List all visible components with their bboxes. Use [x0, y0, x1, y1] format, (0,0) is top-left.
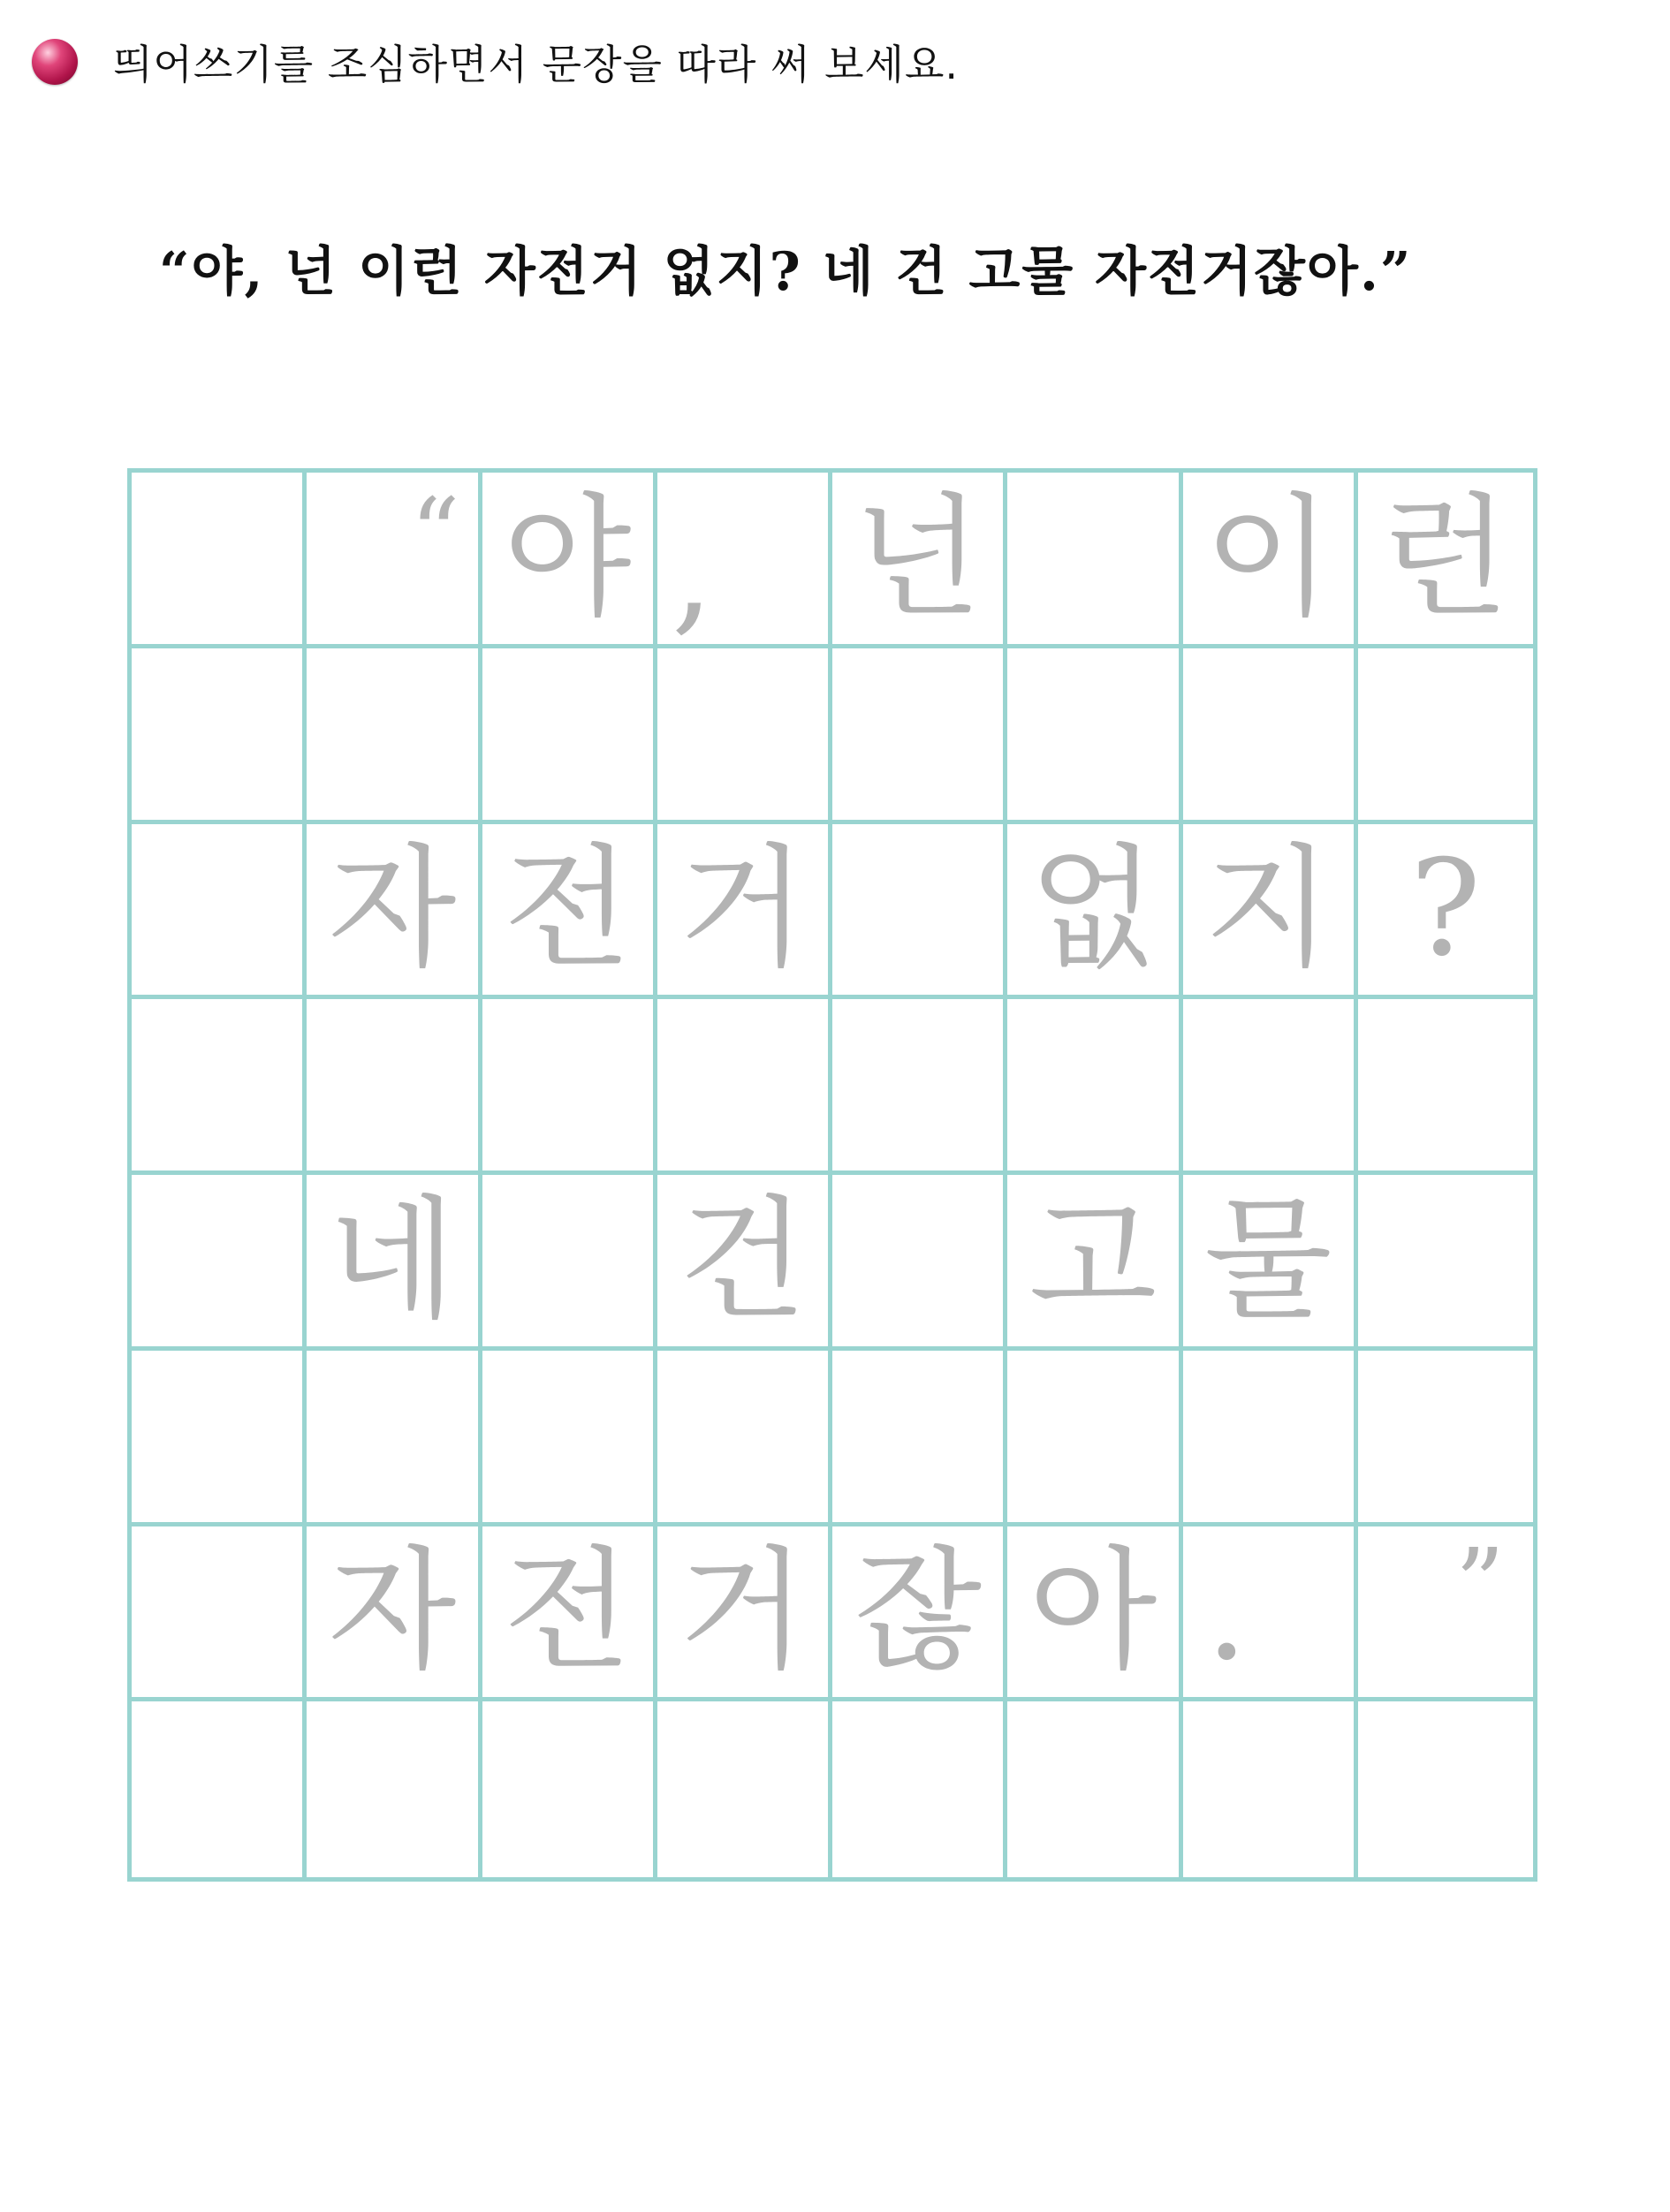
model-sentence: “야, 넌 이런 자전거 없지? 네 건 고물 자전거잖아.” — [159, 241, 1413, 303]
grid-cell[interactable] — [832, 648, 1007, 824]
grid-cell[interactable] — [657, 1701, 832, 1877]
bullet-icon — [32, 39, 78, 85]
grid-cell[interactable] — [1358, 1351, 1533, 1526]
grid-cell[interactable] — [1183, 648, 1358, 824]
grid-cell[interactable]: 잖 — [832, 1526, 1007, 1702]
grid-cell[interactable]: 없 — [1007, 824, 1182, 1000]
grid-cell[interactable] — [832, 1701, 1007, 1877]
grid-cell[interactable]: 거 — [657, 824, 832, 1000]
grid-cell[interactable]: 건 — [657, 1175, 832, 1351]
grid-cell[interactable] — [657, 999, 832, 1175]
grid-cell[interactable]: 런 — [1358, 473, 1533, 648]
grid-cell[interactable] — [132, 1526, 307, 1702]
grid-cell[interactable]: 야 — [482, 473, 657, 648]
grid-cell[interactable] — [482, 648, 657, 824]
grid-cell[interactable]: 자 — [307, 824, 482, 1000]
grid-cell[interactable]: 고 — [1007, 1175, 1182, 1351]
grid-cell[interactable]: ? — [1358, 824, 1533, 1000]
grid-cell[interactable] — [1183, 1351, 1358, 1526]
grid-cell[interactable] — [132, 824, 307, 1000]
instruction-text: 띄어쓰기를 조심하면서 문장을 따라 써 보세요. — [113, 41, 960, 88]
grid-cell[interactable] — [482, 1175, 657, 1351]
grid-cell[interactable] — [1183, 999, 1358, 1175]
grid-cell[interactable] — [307, 999, 482, 1175]
grid-cell[interactable] — [657, 648, 832, 824]
grid-cell[interactable] — [307, 1701, 482, 1877]
grid-cell[interactable] — [132, 648, 307, 824]
grid-cell[interactable] — [1358, 999, 1533, 1175]
grid-cell[interactable] — [657, 1351, 832, 1526]
grid-cell[interactable] — [1007, 1701, 1182, 1877]
grid-cell[interactable] — [482, 1701, 657, 1877]
grid-cell[interactable]: . — [1183, 1526, 1358, 1702]
grid-cell[interactable] — [1007, 999, 1182, 1175]
grid-cell[interactable] — [1007, 473, 1182, 648]
grid-cell[interactable] — [832, 1175, 1007, 1351]
grid-cell[interactable]: 거 — [657, 1526, 832, 1702]
grid-cell[interactable]: 지 — [1183, 824, 1358, 1000]
grid-cell[interactable] — [482, 1351, 657, 1526]
grid-cell[interactable]: “ — [307, 473, 482, 648]
grid-cell[interactable] — [132, 1351, 307, 1526]
grid-cell[interactable] — [132, 1701, 307, 1877]
writing-practice-grid — [127, 468, 1537, 1882]
grid-cell[interactable] — [1358, 1701, 1533, 1877]
grid-cell[interactable]: 전 — [482, 1526, 657, 1702]
grid-cell[interactable] — [132, 999, 307, 1175]
instruction-row — [32, 35, 959, 88]
grid-cell[interactable]: ” — [1358, 1526, 1533, 1702]
grid-cell[interactable]: 물 — [1183, 1175, 1358, 1351]
grid-cell[interactable] — [132, 473, 307, 648]
grid-cell[interactable] — [307, 1351, 482, 1526]
grid-cell[interactable] — [832, 1351, 1007, 1526]
grid-cell[interactable] — [1007, 1351, 1182, 1526]
grid-cell[interactable]: 자 — [307, 1526, 482, 1702]
grid-cell[interactable] — [832, 999, 1007, 1175]
grid-cell[interactable] — [132, 1175, 307, 1351]
grid-cell[interactable]: 이 — [1183, 473, 1358, 648]
grid-cell[interactable]: 전 — [482, 824, 657, 1000]
grid-cell[interactable]: 넌 — [832, 473, 1007, 648]
grid-cell[interactable]: 아 — [1007, 1526, 1182, 1702]
grid-cell[interactable] — [307, 648, 482, 824]
grid-cell[interactable] — [1358, 1175, 1533, 1351]
grid-cell[interactable]: 네 — [307, 1175, 482, 1351]
grid-cell[interactable] — [832, 824, 1007, 1000]
grid-cell[interactable] — [482, 999, 657, 1175]
grid-cell[interactable] — [1183, 1701, 1358, 1877]
grid-cell[interactable] — [1358, 648, 1533, 824]
grid-cell[interactable] — [1007, 648, 1182, 824]
grid-cell[interactable]: , — [657, 473, 832, 648]
